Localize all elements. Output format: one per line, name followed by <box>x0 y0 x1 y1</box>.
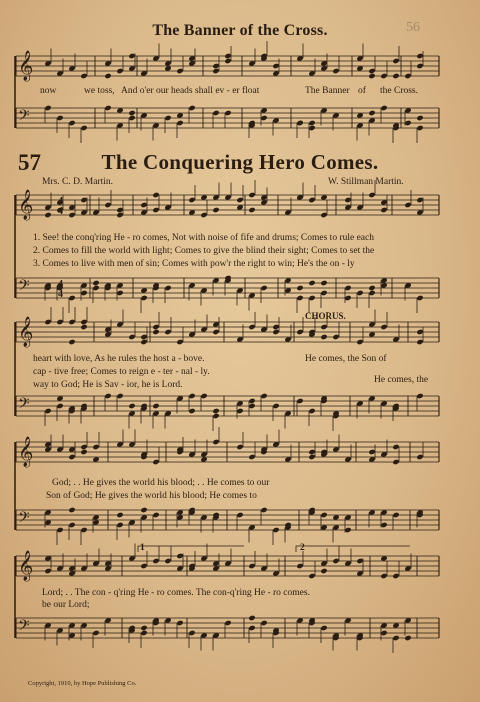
note-head <box>344 527 351 533</box>
note-head <box>188 105 195 111</box>
note-head <box>212 329 219 335</box>
note-head <box>80 125 87 131</box>
note-head <box>104 202 111 208</box>
hymn-number: 57 <box>18 150 41 175</box>
note-head <box>308 197 315 203</box>
prev-lyric-4: The Banner <box>305 86 350 96</box>
note-head <box>140 507 147 513</box>
note-head <box>164 115 171 121</box>
note-head <box>320 290 327 296</box>
note-head <box>296 120 303 126</box>
note-head <box>140 563 147 569</box>
clef-symbol: 𝄞 <box>18 190 34 220</box>
note-head <box>416 197 423 203</box>
note-head <box>152 512 159 518</box>
note-head <box>56 403 63 409</box>
note-head <box>152 459 159 465</box>
note-head <box>200 393 207 399</box>
note-head <box>152 558 159 564</box>
note-head <box>56 115 63 121</box>
note-head <box>248 403 255 409</box>
note-head <box>272 63 279 69</box>
note-head <box>368 68 375 74</box>
words-author: Mrs. C. D. Martin. <box>42 177 113 187</box>
note-head <box>380 630 387 636</box>
first-ending-bracket <box>138 546 244 552</box>
note-head <box>344 285 351 291</box>
chorus-line-2: God; . . He gives the world his blood; . . He comes to our <box>52 478 270 488</box>
note-head <box>416 329 423 335</box>
note-head <box>308 449 315 455</box>
note-head <box>392 573 399 579</box>
note-head <box>260 115 267 121</box>
note-head <box>392 635 399 641</box>
note-head <box>308 408 315 414</box>
note-head <box>212 439 219 445</box>
time-signature: 4 <box>58 196 63 207</box>
verse-ending-3: way to God; He is Sav - ior, he is Lord. <box>33 380 183 390</box>
note-head <box>392 444 399 450</box>
note-head <box>308 295 315 301</box>
time-signature: 4 <box>58 289 63 300</box>
note-head <box>68 522 75 528</box>
note-head <box>200 212 207 218</box>
note-head <box>44 212 51 218</box>
note-head <box>80 449 87 455</box>
note-head <box>248 324 255 330</box>
note-head <box>320 568 327 574</box>
note-head <box>308 280 315 286</box>
note-head <box>236 197 243 203</box>
chorus-line-3-bass: be our Lord; <box>42 600 90 610</box>
note-head <box>356 558 363 564</box>
note-head <box>68 507 75 513</box>
note-head <box>320 625 327 631</box>
note-head <box>212 63 219 69</box>
page-number: 56 <box>406 20 420 35</box>
chorus-start: He comes, the Son of <box>305 354 387 364</box>
second-ending-mark: 2 <box>300 543 305 553</box>
note-head <box>248 563 255 569</box>
hymn-title: The Conquering Hero Comes. <box>101 150 379 174</box>
note-head <box>164 285 171 291</box>
note-head <box>152 207 159 213</box>
note-head <box>332 68 339 74</box>
note-head <box>80 197 87 203</box>
note-head <box>416 339 423 345</box>
note-head <box>416 393 423 399</box>
note-head <box>80 73 87 79</box>
note-head <box>140 334 147 340</box>
note-head <box>356 290 363 296</box>
note-head <box>272 324 279 330</box>
note-head <box>380 324 387 330</box>
note-head <box>368 285 375 291</box>
note-head <box>152 329 159 335</box>
note-head <box>296 329 303 335</box>
time-signature: 4 <box>58 279 63 290</box>
note-head <box>260 620 267 626</box>
note-head <box>68 120 75 126</box>
note-head <box>80 527 87 533</box>
note-head <box>368 73 375 79</box>
note-head <box>140 339 147 345</box>
note-head <box>140 625 147 631</box>
note-head <box>416 295 423 301</box>
note-head <box>416 454 423 460</box>
note-head <box>308 125 315 131</box>
note-head <box>116 512 123 518</box>
note-head <box>260 507 267 513</box>
note-head <box>116 290 123 296</box>
note-head <box>44 319 51 325</box>
note-head <box>68 295 75 301</box>
note-head <box>92 444 99 450</box>
chorus-bass-start: He comes, the <box>374 375 429 385</box>
note-head <box>224 53 231 59</box>
note-head <box>152 192 159 198</box>
clef-symbol: 𝄞 <box>18 51 34 81</box>
clef-symbol: 𝄞 <box>18 317 34 347</box>
note-head <box>188 408 195 414</box>
note-head <box>68 454 75 460</box>
note-head <box>44 408 51 414</box>
clef-symbol: 𝄢 <box>18 617 30 638</box>
note-head <box>68 339 75 345</box>
note-head <box>68 319 75 325</box>
note-head <box>296 285 303 291</box>
prev-lyric-1: now <box>40 86 57 96</box>
note-head <box>68 212 75 218</box>
note-head <box>380 105 387 111</box>
note-head <box>92 630 99 636</box>
note-head <box>308 573 315 579</box>
note-head <box>212 408 219 414</box>
note-head <box>188 393 195 399</box>
note-head <box>248 625 255 631</box>
note-head <box>128 110 135 116</box>
note-head <box>380 207 387 213</box>
note-head <box>344 295 351 301</box>
note-head <box>404 202 411 208</box>
note-head <box>128 115 135 121</box>
note-head <box>80 290 87 296</box>
note-head <box>176 339 183 345</box>
prev-lyric-5: of <box>358 86 366 96</box>
note-head <box>116 212 123 218</box>
note-head <box>380 73 387 79</box>
note-head <box>140 295 147 301</box>
verse-3: 3. Comes to live with men of sin; Comes with pow'r the right to win; He's the on - ly <box>33 259 355 269</box>
note-head <box>308 454 315 460</box>
second-ending-bracket <box>296 546 410 552</box>
verse-ending-2: cap - tive free; Comes to reign e - ter - nal - ly. <box>33 367 210 377</box>
note-head <box>92 285 99 291</box>
clef-symbol: 𝄞 <box>18 437 34 467</box>
note-head <box>404 73 411 79</box>
note-head <box>368 290 375 296</box>
note-head <box>164 558 171 564</box>
note-head <box>272 403 279 409</box>
clef-symbol: 𝄢 <box>18 509 30 530</box>
first-ending-mark: 1 <box>140 543 145 553</box>
note-head <box>392 58 399 64</box>
note-head <box>308 120 315 126</box>
note-head <box>236 444 243 450</box>
note-head <box>416 125 423 131</box>
note-head <box>80 319 87 325</box>
note-head <box>332 334 339 340</box>
time-signature: 4 <box>58 206 63 217</box>
note-head <box>80 324 87 330</box>
prev-lyric-2: we toss, <box>84 86 115 96</box>
note-head <box>236 512 243 518</box>
note-head <box>128 334 135 340</box>
note-head <box>212 110 219 116</box>
note-head <box>116 68 123 74</box>
prev-lyric-3: And o'er our heads shall ev - er float <box>121 86 260 96</box>
verse-2: 2. Comes to fill the world with light; Comes to give the blind their sight; Comes to set the <box>33 246 375 256</box>
note-head <box>404 120 411 126</box>
music-composer: W. Stillman Martin. <box>328 177 404 187</box>
clef-symbol: 𝄢 <box>18 277 30 298</box>
note-head <box>380 522 387 528</box>
note-head <box>248 398 255 404</box>
note-head <box>320 512 327 518</box>
note-head <box>44 105 51 111</box>
note-head <box>392 73 399 79</box>
note-head <box>128 403 135 409</box>
note-head <box>188 197 195 203</box>
note-head <box>128 53 135 59</box>
note-head <box>224 620 231 626</box>
copyright-notice: Copyright, 1910, by Hope Publishing Co. <box>28 680 137 687</box>
note-head <box>248 207 255 213</box>
note-head <box>296 398 303 404</box>
note-head <box>296 563 303 569</box>
note-head <box>416 53 423 59</box>
note-head <box>116 522 123 528</box>
note-head <box>368 110 375 116</box>
note-head <box>320 334 327 340</box>
note-head <box>296 295 303 301</box>
note-head <box>272 329 279 335</box>
note-head <box>176 120 183 126</box>
note-head <box>260 285 267 291</box>
note-head <box>56 527 63 533</box>
chorus-line-2-bass: Son of God; He gives the world his blood; He comes to <box>46 491 257 501</box>
note-head <box>176 620 183 626</box>
note-head <box>248 192 255 198</box>
note-head <box>212 413 219 419</box>
prev-lyric-6: the Cross. <box>380 86 418 96</box>
note-head <box>224 110 231 116</box>
note-head <box>380 573 387 579</box>
note-head <box>176 68 183 74</box>
note-head <box>152 324 159 330</box>
note-head <box>356 339 363 345</box>
note-head <box>104 73 111 79</box>
note-head <box>260 393 267 399</box>
note-head <box>224 58 231 64</box>
note-head <box>212 68 219 74</box>
note-head <box>92 280 99 286</box>
note-head <box>56 319 63 325</box>
note-head <box>320 324 327 330</box>
note-head <box>248 454 255 460</box>
chorus-line-3: Lord; . . The con - q'ring He - ro comes. The con-q'ring He - ro comes. <box>42 588 310 598</box>
note-head <box>320 280 327 286</box>
note-head <box>416 115 423 121</box>
note-head <box>140 630 147 636</box>
note-head <box>140 202 147 208</box>
note-head <box>164 329 171 335</box>
note-head <box>404 635 411 641</box>
clef-symbol: 𝄢 <box>18 107 30 128</box>
clef-symbol: 𝄞 <box>18 551 34 581</box>
note-head <box>116 393 123 399</box>
verse-1: 1. See! the conq'ring He - ro comes, Not with noise of fife and drums; Comes to rule each <box>33 233 374 243</box>
note-head <box>212 207 219 213</box>
note-head <box>320 212 327 218</box>
note-head <box>368 192 375 198</box>
note-head <box>368 449 375 455</box>
verse-ending-1: heart with love, As he rules the host a - bove. <box>33 354 205 364</box>
note-head <box>236 408 243 414</box>
note-head <box>116 207 123 213</box>
clef-symbol: 𝄢 <box>18 395 30 416</box>
note-head <box>344 197 351 203</box>
note-head <box>272 527 279 533</box>
previous-hymn-title: The Banner of the Cross. <box>152 22 328 39</box>
note-head <box>188 630 195 636</box>
note-head <box>416 63 423 69</box>
note-head <box>44 568 51 574</box>
note-head <box>176 553 183 559</box>
note-head <box>104 105 111 111</box>
note-head <box>152 403 159 409</box>
note-head <box>248 615 255 621</box>
note-head <box>392 512 399 518</box>
note-head <box>104 393 111 399</box>
chorus-label: CHORUS. <box>305 311 346 321</box>
note-head <box>80 444 87 450</box>
note-head <box>332 558 339 564</box>
note-head <box>392 459 399 465</box>
